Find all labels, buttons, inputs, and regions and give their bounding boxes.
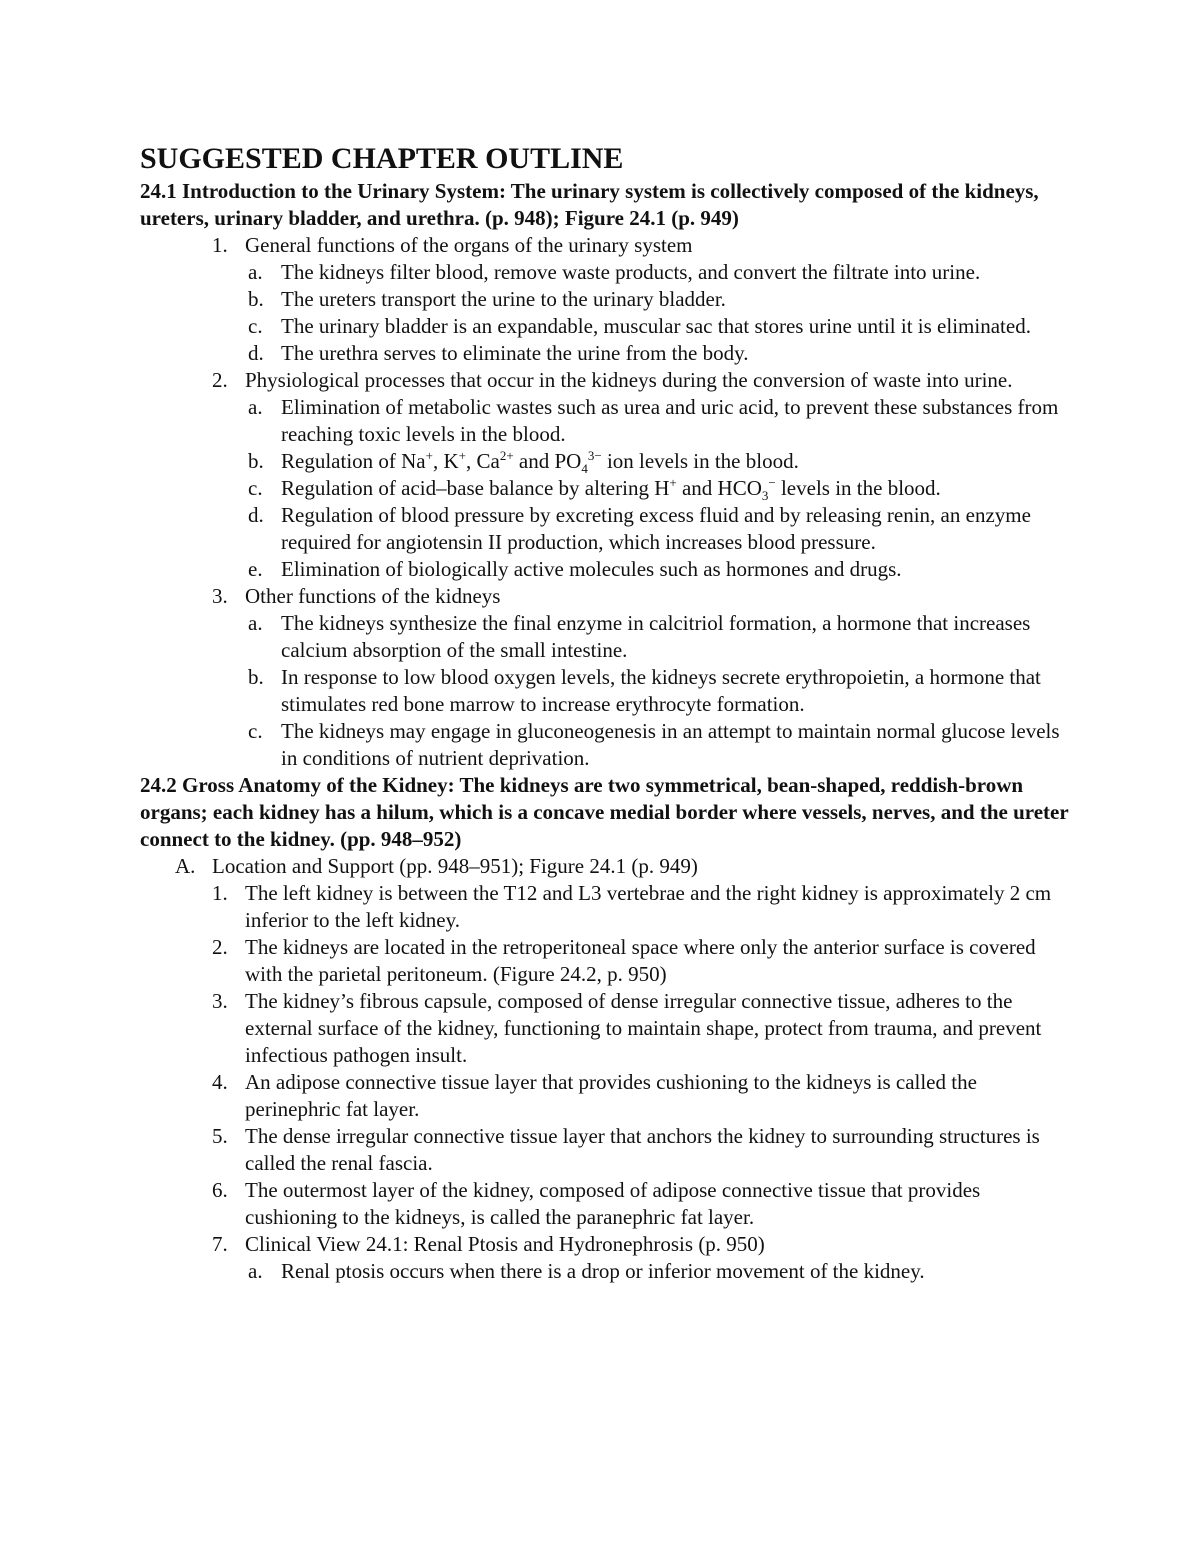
outline-item-4 (140, 1069, 1070, 1123)
text-run: and PO (513, 449, 582, 473)
outline-marker: a. (248, 1259, 263, 1283)
section-heading-24-2: 24.2 Gross Anatomy of the Kidney: The kidneys are two symmetrical, bean-shaped, reddish-brown organs; each kidney has a hilum, which is a concave medial border where vessels, nerves, and the ureter connect to the kidney. (pp. 948–952) (140, 773, 1069, 851)
outline-text: The ureters transport the urine to the urinary bladder. (281, 287, 726, 311)
outline-text: The kidneys are located in the retroperitoneal space where only the anterior surface is covered with the parietal peritoneum. (Figure 24.2, p. 950) (245, 935, 1036, 986)
outline-item-7 (140, 1231, 1070, 1258)
outline-subitem-c (140, 475, 1070, 502)
outline-text: Physiological processes that occur in the kidneys during the conversion of waste into urine. (245, 368, 1013, 392)
outline-text: The kidneys filter blood, remove waste products, and convert the filtrate into urine. (281, 260, 981, 284)
outline-text: Clinical View 24.1: Renal Ptosis and Hydronephrosis (p. 950) (245, 1232, 765, 1256)
text-run: Regulation of acid–base balance by altering H (281, 476, 670, 500)
outline-marker: b. (248, 449, 264, 473)
outline-subitem-b (140, 664, 1070, 718)
outline-body (140, 178, 1070, 1285)
text-run: and HCO (676, 476, 762, 500)
subscript: 4 (581, 461, 588, 477)
outline-marker: d. (248, 503, 264, 527)
outline-text: The left kidney is between the T12 and L3 vertebrae and the right kidney is approximately 2 cm inferior to the left kidney. (245, 881, 1052, 932)
outline-text: The kidneys may engage in gluconeogenesis in an attempt to maintain normal glucose levels in conditions of nutrient deprivation. (281, 719, 1060, 770)
outline-subitem-b (140, 448, 1070, 475)
text-run: ion levels in the blood. (601, 449, 799, 473)
section-heading-24-1: 24.1 Introduction to the Urinary System: The urinary system is collectively composed of the kidneys, ureters, urinary bladder, and urethra. (p. 948); Figure 24.1 (p. 949) (140, 179, 1039, 230)
outline-text: Elimination of metabolic wastes such as urea and uric acid, to prevent these substances from reaching toxic levels in the blood. (281, 395, 1059, 446)
outline-text: The urinary bladder is an expandable, muscular sac that stores urine until it is eliminated. (281, 314, 1031, 338)
outline-text: Other functions of the kidneys (245, 584, 501, 608)
outline-marker: 4. (212, 1070, 228, 1094)
outline-text: The urethra serves to eliminate the urine from the body. (281, 341, 749, 365)
outline-item-3 (140, 583, 1070, 610)
outline-text: The kidney’s fibrous capsule, composed of dense irregular connective tissue, adheres to the external surface of the kidney, functioning to maintain shape, protect from trauma, and prevent infectious pathogen insult. (245, 989, 1042, 1067)
outline-subitem-d (140, 340, 1070, 367)
outline-item-2 (140, 367, 1070, 394)
outline-marker: 1. (212, 233, 228, 257)
outline-item-3 (140, 988, 1070, 1069)
outline-marker: 2. (212, 935, 228, 959)
outline-marker: e. (248, 557, 263, 581)
outline-text: In response to low blood oxygen levels, the kidneys secrete erythropoietin, a hormone that stimulates red bone marrow to increase erythrocyte formation. (281, 665, 1041, 716)
outline-item-2 (140, 934, 1070, 988)
text-run: Regulation of Na (281, 449, 426, 473)
outline-item-5 (140, 1123, 1070, 1177)
outline-text (281, 475, 941, 504)
outline-item-1 (140, 232, 1070, 259)
outline-text: Elimination of biologically active molecules such as hormones and drugs. (281, 557, 902, 581)
outline-marker: a. (248, 611, 263, 635)
outline-marker: 1. (212, 881, 228, 905)
outline-subitem-b (140, 286, 1070, 313)
superscript: − (768, 475, 776, 490)
outline-subitem-a (140, 259, 1070, 286)
outline-text: Regulation of blood pressure by excreting excess fluid and by releasing renin, an enzyme required for angiotensin II production, which increases blood pressure. (281, 503, 1031, 554)
outline-text: An adipose connective tissue layer that provides cushioning to the kidneys is called the perinephric fat layer. (245, 1070, 977, 1121)
outline-item-A (140, 853, 1070, 880)
outline-text (281, 448, 799, 477)
outline-marker: c. (248, 476, 263, 500)
subscript: 3 (761, 488, 769, 504)
superscript: + (458, 448, 466, 463)
outline-item-1 (140, 880, 1070, 934)
outline-marker: a. (248, 395, 263, 419)
outline-marker: 3. (212, 989, 228, 1013)
outline-marker: 6. (212, 1178, 228, 1202)
outline-subitem-a (140, 610, 1070, 664)
outline-marker: 5. (212, 1124, 228, 1148)
superscript: 3− (587, 448, 602, 463)
outline-subitem-c (140, 718, 1070, 772)
outline-text: The kidneys synthesize the final enzyme in calcitriol formation, a hormone that increases calcium absorption of the small intestine. (281, 611, 1031, 662)
outline-marker: b. (248, 665, 264, 689)
outline-text: The outermost layer of the kidney, composed of adipose connective tissue that provides cushioning to the kidneys, is called the paranephric fat layer. (245, 1178, 981, 1229)
outline-marker: 2. (212, 368, 228, 392)
outline-marker: a. (248, 260, 263, 284)
outline-subitem-a (140, 394, 1070, 448)
text-run: levels in the blood. (775, 476, 941, 500)
outline-text: Renal ptosis occurs when there is a drop or inferior movement of the kidney. (281, 1259, 925, 1283)
outline-subitem-e (140, 556, 1070, 583)
document-title: SUGGESTED CHAPTER OUTLINE (140, 142, 624, 175)
outline-marker: 7. (212, 1232, 228, 1256)
outline-text: General functions of the organs of the urinary system (245, 233, 693, 257)
outline-subitem-d (140, 502, 1070, 556)
outline-marker: 3. (212, 584, 228, 608)
superscript: + (669, 475, 677, 490)
outline-item-6 (140, 1177, 1070, 1231)
outline-subitem-c (140, 313, 1070, 340)
outline-marker: c. (248, 314, 263, 338)
text-run: , K (432, 449, 459, 473)
outline-marker: A. (175, 854, 196, 878)
outline-subitem-a (140, 1258, 1070, 1285)
outline-marker: c. (248, 719, 263, 743)
superscript: 2+ (499, 448, 514, 463)
outline-text: Location and Support (pp. 948–951); Figure 24.1 (p. 949) (212, 854, 698, 878)
text-run: , Ca (466, 449, 500, 473)
outline-marker: d. (248, 341, 264, 365)
outline-text: The dense irregular connective tissue layer that anchors the kidney to surrounding structures is called the renal fascia. (245, 1124, 1040, 1175)
superscript: + (425, 448, 433, 463)
outline-marker: b. (248, 287, 264, 311)
